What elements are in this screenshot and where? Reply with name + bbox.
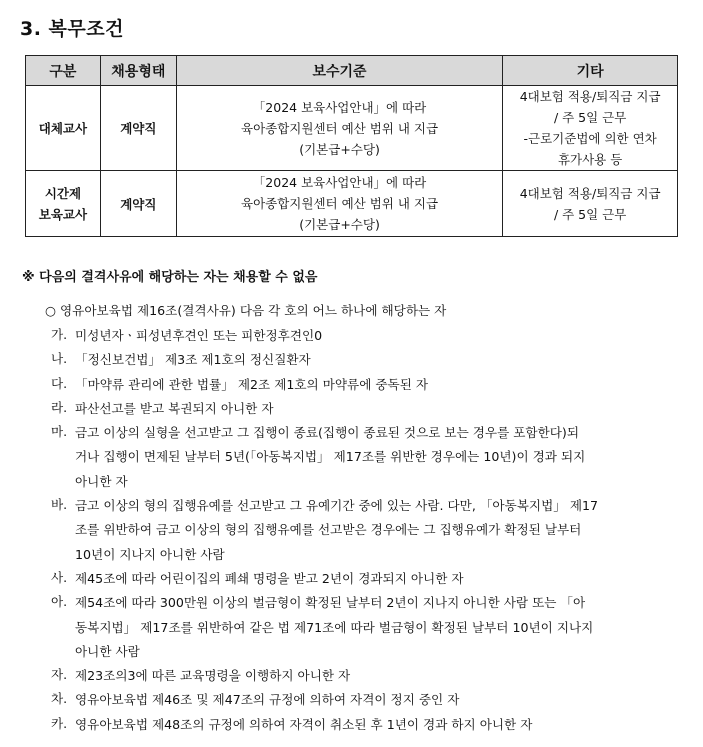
- list-item: [51, 348, 665, 372]
- other-line: -근로기준법에 의한 연차: [523, 131, 657, 146]
- other-line: 4대보험 적용/퇴직금 지급: [519, 185, 661, 201]
- list-item-marker: 나.: [51, 351, 68, 367]
- list-item: [51, 567, 665, 591]
- list-item-marker: 아.: [51, 594, 68, 610]
- list-item-text: [75, 348, 665, 372]
- row-salary-basis: [176, 171, 502, 237]
- list-item-marker: 차.: [51, 691, 68, 707]
- salary-line: (기본급+수당): [299, 141, 380, 157]
- salary-line: 육아종합지원센터 예산 범위 내 지급: [241, 120, 439, 136]
- category-line: 대체교사: [38, 120, 88, 136]
- list-item-text: [75, 373, 665, 397]
- salary-line: (기본급+수당): [299, 217, 380, 232]
- row-employment-type: 계약직: [100, 171, 176, 237]
- salary-line: 육아종합지원센터 예산 범위 내 지급: [241, 196, 439, 211]
- list-item: [51, 713, 665, 737]
- row-category: [26, 86, 101, 171]
- list-item-marker: 자.: [51, 667, 68, 683]
- list-item: [51, 373, 665, 397]
- list-item-marker: 가.: [51, 327, 68, 342]
- disqualification-list: [45, 300, 665, 737]
- salary-line: 「2024 보육사업안내」에 따라: [252, 175, 427, 190]
- other-line: 휴가사용 등: [557, 152, 623, 167]
- list-item-marker: 사.: [51, 569, 68, 585]
- law-intro: ○ 영유아보육법 제16조(결격사유) 다음 각 호의 어느 하나에 해당하는 자: [45, 303, 447, 318]
- list-item-line: 아니한 사람: [75, 643, 140, 659]
- list-item-text: [75, 421, 665, 494]
- list-item-marker: 마.: [51, 424, 68, 440]
- row-other: [503, 86, 678, 171]
- list-item-line: 영유아보육법 제46조 및 제47조의 규정에 의하여 자격이 정지 중인 자: [75, 692, 460, 708]
- other-line: / 주 5일 근무: [553, 110, 627, 125]
- list-item-text: [75, 664, 665, 688]
- employment-terms-table: [25, 55, 678, 237]
- list-item-line: 영유아보육법 제48조의 규정에 의하여 자격이 취소된 후 1년이 경과 하지 아니한 자: [75, 716, 533, 732]
- section-heading: 3. 복무조건: [20, 18, 124, 40]
- row-employment-type: 계약직: [100, 86, 176, 171]
- list-item-text: [75, 397, 665, 421]
- list-item-line: 미성년자ㆍ피성년후견인 또는 피한정후견인0: [75, 328, 323, 343]
- list-item-line: 제45조에 따라 어린이집의 폐쇄 명령을 받고 2년이 경과되지 아니한 자: [75, 570, 464, 586]
- list-item-text: [75, 688, 665, 712]
- list-item-line: 제54조에 따라 300만원 이상의 벌금형이 확정된 날부터 2년이 지나지 아니한 사람 또는 「아: [75, 595, 586, 611]
- list-item-marker: 라.: [51, 399, 68, 415]
- row-salary-basis: [176, 86, 502, 171]
- list-item-text: [75, 324, 665, 348]
- list-item-line: 아니한 자: [75, 473, 128, 489]
- list-item-line: 「정신보건법」 제3조 제1호의 정신질환자: [75, 352, 311, 368]
- table-header-row: [26, 56, 678, 86]
- list-item-marker: 카.: [51, 715, 68, 731]
- law-items: [45, 324, 665, 737]
- list-item-line: 제23조의3에 따른 교육명령을 이행하지 아니한 자: [75, 668, 351, 684]
- header-salary-basis: 보수기준: [176, 56, 502, 86]
- list-item: [51, 397, 665, 421]
- list-item-marker: 바.: [51, 497, 68, 513]
- list-item-text: [75, 494, 665, 567]
- list-item-line: 거나 집행이 면제된 날부터 5년(「아동복지법」 제17조를 위반한 경우에는 10년)이 경과 되지: [75, 449, 586, 465]
- list-item-line: 동복지법」 제17조를 위반하여 같은 법 제71조에 따라 벌금형이 확정된 날부터 10년이 지나지: [75, 619, 594, 635]
- category-line: 시간제: [44, 185, 82, 201]
- list-item: [51, 494, 665, 567]
- header-other: 기타: [503, 56, 678, 86]
- table-row: [26, 86, 678, 171]
- list-item-text: [75, 567, 665, 591]
- salary-line: 「2024 보육사업안내」에 따라: [252, 99, 427, 115]
- list-item: [51, 664, 665, 688]
- header-employment-type: 채용형태: [100, 56, 176, 86]
- row-category: [26, 171, 101, 237]
- list-item: [51, 688, 665, 712]
- list-item-line: 금고 이상의 실형을 선고받고 그 집행이 종료(집행이 종료된 것으로 보는 경우를 포함한다)되: [75, 425, 579, 441]
- list-item-marker: 다.: [51, 375, 68, 391]
- list-item-line: 금고 이상의 형의 집행유예를 선고받고 그 유예기간 중에 있는 사람. 다만, 「아동복지법」 제17: [75, 498, 599, 514]
- disqualification-notice-heading: ※ 다음의 결격사유에 해당하는 자는 채용할 수 없음: [22, 270, 318, 285]
- list-item-line: 조를 위반하여 금고 이상의 형의 집행유예를 선고받은 경우에는 그 집행유예가 확정된 날부터: [75, 522, 582, 538]
- other-line: 4대보험 적용/퇴직금 지급: [519, 89, 661, 104]
- list-item-text: [75, 713, 665, 737]
- header-category: 구분: [26, 56, 101, 86]
- list-item: [51, 591, 665, 664]
- list-item-line: 파산선고를 받고 복권되지 아니한 자: [75, 400, 274, 416]
- list-item-line: 10년이 지나지 아니한 사람: [75, 546, 225, 562]
- table-row: [26, 171, 678, 237]
- row-other: [503, 171, 678, 237]
- category-line: 보육교사: [38, 206, 88, 222]
- list-item-line: 「마약류 관리에 관한 법률」 제2조 제1호의 마약류에 중독된 자: [75, 376, 429, 392]
- list-item: [51, 324, 665, 348]
- list-item: [51, 421, 665, 494]
- other-line: / 주 5일 근무: [553, 206, 627, 222]
- list-item-text: [75, 591, 665, 664]
